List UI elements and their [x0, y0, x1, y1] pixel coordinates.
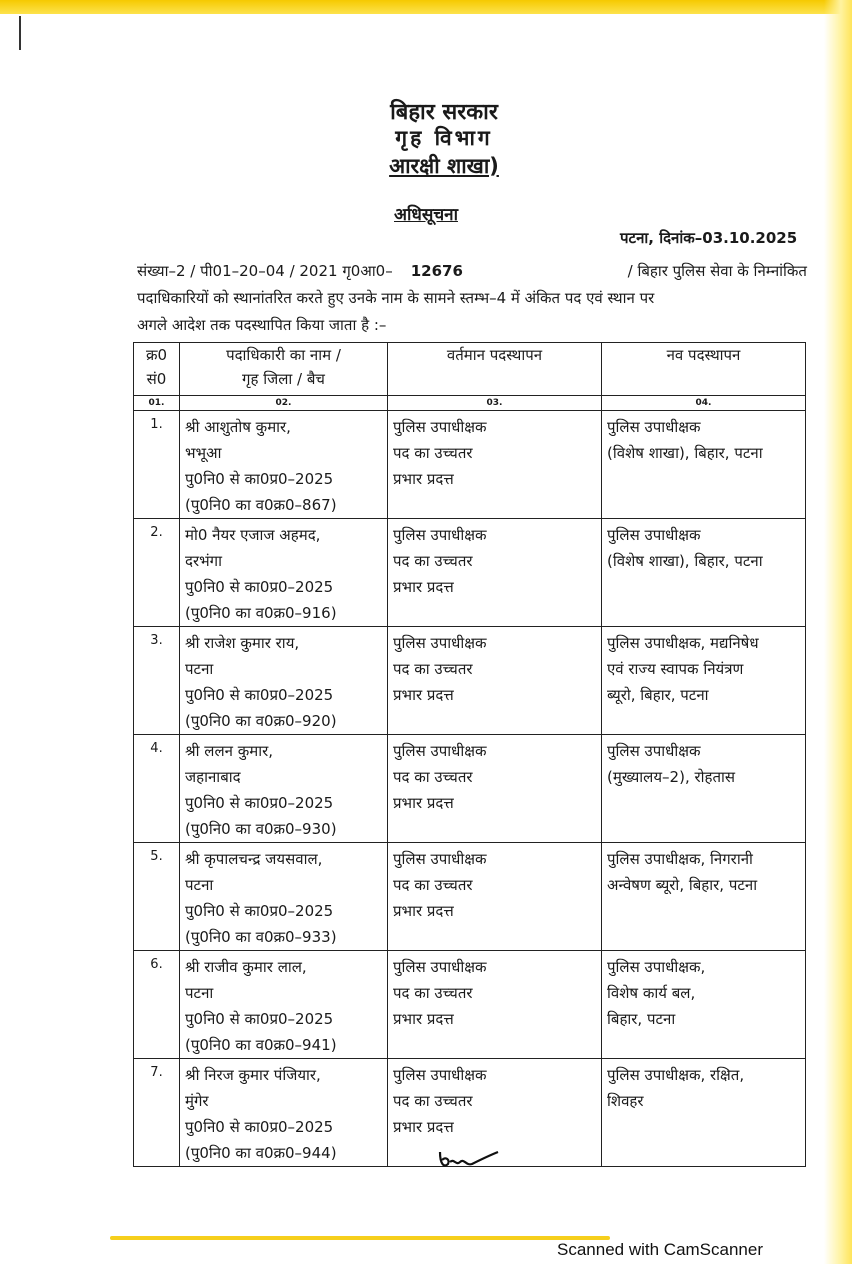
new-posting-line: पुलिस उपाधीक्षक — [607, 418, 701, 436]
current-posting-line: पुलिस उपाधीक्षक — [393, 1066, 487, 1084]
current-posting-line: पद का उच्चतर — [393, 1092, 473, 1110]
table-row — [134, 627, 806, 735]
new-posting-cell — [602, 411, 806, 519]
current-posting-line: पद का उच्चतर — [393, 876, 473, 894]
seniority-number: (पु0नि0 का व0क्र0–930) — [185, 820, 337, 838]
current-posting-line: प्रभार प्रदत्त — [393, 1010, 454, 1028]
notice-paragraph — [137, 258, 807, 339]
new-posting-line: (विशेष शाखा), बिहार, पटना — [607, 552, 763, 570]
serial-number: 6. — [134, 951, 180, 1059]
header-serial: क्र0 सं0 — [134, 343, 180, 396]
serial-number: 4. — [134, 735, 180, 843]
new-posting-line: शिवहर — [607, 1092, 644, 1110]
batch: पु0नि0 से का0प्र0–2025 — [185, 902, 334, 920]
col-number: 04. — [602, 396, 806, 411]
current-posting-line: पुलिस उपाधीक्षक — [393, 418, 487, 436]
paragraph-line3: अगले आदेश तक पदस्थापित किया जाता है :– — [137, 316, 387, 334]
top-yellow-edge — [0, 0, 852, 14]
current-posting-cell — [388, 627, 602, 735]
officer-cell — [180, 411, 388, 519]
table-row — [134, 951, 806, 1059]
home-district: पटना — [185, 984, 214, 1002]
officer-cell — [180, 519, 388, 627]
current-posting-line: पुलिस उपाधीक्षक — [393, 634, 487, 652]
seniority-number: (पु0नि0 का व0क्र0–867) — [185, 496, 337, 514]
current-posting-cell — [388, 735, 602, 843]
new-posting-line: ब्यूरो, बिहार, पटना — [607, 686, 709, 704]
notice-title: अधिसूचना — [394, 205, 458, 225]
serial-number: 1. — [134, 411, 180, 519]
current-posting-line: प्रभार प्रदत्त — [393, 470, 454, 488]
table-row — [134, 735, 806, 843]
seniority-number: (पु0नि0 का व0क्र0–933) — [185, 928, 337, 946]
batch: पु0नि0 से का0प्र0–2025 — [185, 794, 334, 812]
table-row — [134, 519, 806, 627]
batch: पु0नि0 से का0प्र0–2025 — [185, 686, 334, 704]
current-posting-line: प्रभार प्रदत्त — [393, 794, 454, 812]
new-posting-line: बिहार, पटना — [607, 1010, 676, 1028]
signature — [436, 1146, 500, 1172]
serial-number: 3. — [134, 627, 180, 735]
right-yellow-edge — [824, 0, 852, 1264]
home-district: पटना — [185, 876, 214, 894]
bottom-yellow-line — [110, 1236, 610, 1240]
seniority-number: (पु0नि0 का व0क्र0–944) — [185, 1144, 337, 1162]
reference-number-prefix: संख्या–2 / पी01–20–04 / 2021 गृ0आ0– — [137, 262, 393, 280]
officer-name: श्री कृपालचन्द्र जयसवाल, — [185, 850, 323, 868]
officer-name: मो0 नैयर एजाज अहमद, — [185, 526, 321, 544]
serial-number: 5. — [134, 843, 180, 951]
new-posting-line: पुलिस उपाधीक्षक — [607, 742, 701, 760]
home-district: दरभंगा — [185, 552, 222, 570]
current-posting-line: प्रभार प्रदत्त — [393, 578, 454, 596]
officer-cell — [180, 735, 388, 843]
new-posting-line: (मुख्यालय–2), रोहतास — [607, 768, 736, 786]
current-posting-line: पुलिस उपाधीक्षक — [393, 526, 487, 544]
current-posting-line: पद का उच्चतर — [393, 660, 473, 678]
officer-cell — [180, 951, 388, 1059]
batch: पु0नि0 से का0प्र0–2025 — [185, 1010, 334, 1028]
officer-name: श्री आशुतोष कुमार, — [185, 418, 291, 436]
new-posting-cell — [602, 1059, 806, 1167]
column-number-row — [134, 396, 806, 411]
paragraph-line1-tail: / बिहार पुलिस सेवा के निम्नांकित — [627, 262, 807, 280]
table-row — [134, 843, 806, 951]
current-posting-cell — [388, 843, 602, 951]
current-posting-cell — [388, 951, 602, 1059]
home-district: मुंगेर — [185, 1092, 209, 1110]
new-posting-cell — [602, 843, 806, 951]
new-posting-line: पुलिस उपाधीक्षक, निगरानी — [607, 850, 753, 868]
current-posting-line: पद का उच्चतर — [393, 444, 473, 462]
current-posting-line: पद का उच्चतर — [393, 552, 473, 570]
current-posting-line: पुलिस उपाधीक्षक — [393, 958, 487, 976]
place-date: पटना, दिनांक–03.10.2025 — [620, 229, 798, 247]
officer-cell — [180, 843, 388, 951]
new-posting-cell — [602, 519, 806, 627]
serial-number: 2. — [134, 519, 180, 627]
header-current-posting: वर्तमान पदस्थापन — [388, 343, 602, 396]
officer-name: श्री राजीव कुमार लाल, — [185, 958, 307, 976]
seniority-number: (पु0नि0 का व0क्र0–916) — [185, 604, 337, 622]
serial-number: 7. — [134, 1059, 180, 1167]
officer-name: श्री निरज कुमार पंजियार, — [185, 1066, 321, 1084]
scanner-watermark: Scanned with CamScanner — [557, 1240, 764, 1259]
officer-cell — [180, 1059, 388, 1167]
paragraph-line2: पदाधिकारियों को स्थानांतरित करते हुए उनके नाम के सामने स्तम्भ–4 में अंकित पद एवं स्थान पर — [137, 289, 655, 307]
new-posting-cell — [602, 735, 806, 843]
current-posting-cell — [388, 519, 602, 627]
current-posting-line: पुलिस उपाधीक्षक — [393, 850, 487, 868]
reference-line — [137, 258, 545, 285]
new-posting-line: एवं राज्य स्वापक नियंत्रण — [607, 660, 744, 678]
table-row — [134, 411, 806, 519]
officer-name: श्री राजेश कुमार राय, — [185, 634, 300, 652]
table-header-row — [134, 343, 806, 396]
new-posting-line: पुलिस उपाधीक्षक, — [607, 958, 706, 976]
current-posting-line: पद का उच्चतर — [393, 984, 473, 1002]
edge-mark — [19, 16, 21, 50]
current-posting-line: प्रभार प्रदत्त — [393, 902, 454, 920]
header-officer-name: पदाधिकारी का नाम / गृह जिला / बैच — [180, 343, 388, 396]
current-posting-cell — [388, 411, 602, 519]
officer-name: श्री ललन कुमार, — [185, 742, 273, 760]
seniority-number: (पु0नि0 का व0क्र0–941) — [185, 1036, 337, 1054]
home-district: पटना — [185, 660, 214, 678]
current-posting-line: पुलिस उपाधीक्षक — [393, 742, 487, 760]
home-district: भभूआ — [185, 444, 222, 462]
col-number: 02. — [180, 396, 388, 411]
batch: पु0नि0 से का0प्र0–2025 — [185, 470, 334, 488]
new-posting-cell — [602, 627, 806, 735]
new-posting-line: विशेष कार्य बल, — [607, 984, 696, 1002]
seniority-number: (पु0नि0 का व0क्र0–920) — [185, 712, 337, 730]
branch-title: आरक्षी शाखा) — [389, 154, 499, 178]
government-title: बिहार सरकार — [390, 100, 498, 125]
new-posting-line: पुलिस उपाधीक्षक — [607, 526, 701, 544]
current-posting-line: प्रभार प्रदत्त — [393, 686, 454, 704]
department-title: गृह विभाग — [395, 126, 493, 150]
new-posting-cell — [602, 951, 806, 1059]
new-posting-line: पुलिस उपाधीक्षक, रक्षित, — [607, 1066, 745, 1084]
new-posting-line: पुलिस उपाधीक्षक, मद्यनिषेध — [607, 634, 759, 652]
header-new-posting: नव पदस्थापन — [602, 343, 806, 396]
batch: पु0नि0 से का0प्र0–2025 — [185, 1118, 334, 1136]
transfer-table — [133, 342, 806, 1167]
officer-cell — [180, 627, 388, 735]
current-posting-line: पद का उच्चतर — [393, 768, 473, 786]
batch: पु0नि0 से का0प्र0–2025 — [185, 578, 334, 596]
current-posting-line: प्रभार प्रदत्त — [393, 1118, 454, 1136]
col-number: 01. — [134, 396, 180, 411]
reference-number: 12676 — [410, 262, 463, 280]
new-posting-line: अन्वेषण ब्यूरो, बिहार, पटना — [607, 876, 758, 894]
col-number: 03. — [388, 396, 602, 411]
new-posting-line: (विशेष शाखा), बिहार, पटना — [607, 444, 763, 462]
home-district: जहानाबाद — [185, 768, 241, 786]
